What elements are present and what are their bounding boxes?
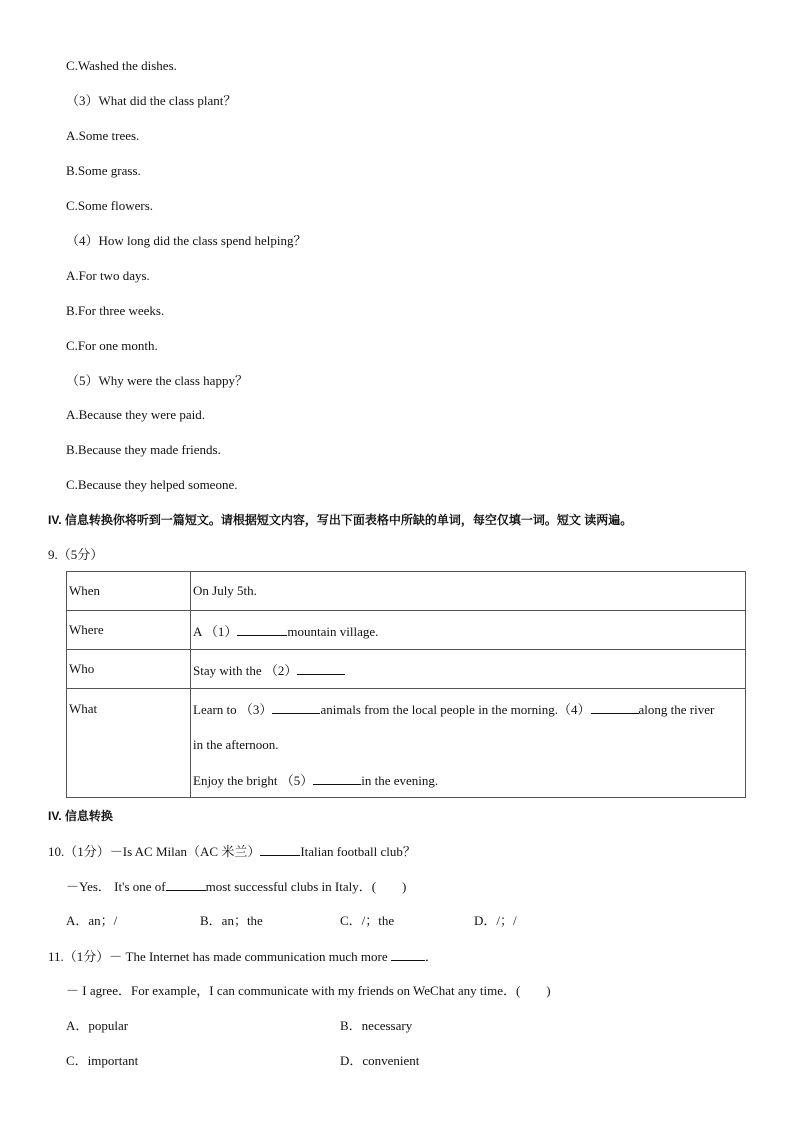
- table-row: [67, 572, 746, 611]
- option-c: C.Some flowers.: [66, 198, 154, 213]
- q11-option-b[interactable]: B．necessary: [340, 1018, 413, 1033]
- blank-1-prefix: A （1）: [193, 623, 238, 639]
- table-key: When: [67, 572, 191, 611]
- table-value: [191, 611, 746, 650]
- q11-option-a[interactable]: A．popular: [66, 1018, 129, 1033]
- option-b: B.Because they made friends.: [66, 442, 221, 457]
- what-line-2: in the afternoon.: [193, 737, 279, 752]
- table-row: [67, 689, 746, 798]
- blank-1-suffix: mountain village.: [287, 623, 379, 639]
- info-table: [66, 571, 746, 798]
- blank-2[interactable]: [297, 662, 345, 675]
- option-b: B.For three weeks.: [66, 303, 165, 318]
- option-a: A.Some trees.: [66, 128, 140, 143]
- q10-blank-2[interactable]: [166, 878, 206, 891]
- option-c-washed-dishes: C.Washed the dishes.: [66, 58, 177, 73]
- table-key: What: [67, 689, 191, 798]
- blank-3-suffix: animals from the local people in the morning.（4）: [320, 702, 591, 717]
- option-b: B.Some grass.: [66, 163, 141, 178]
- q10-option-c[interactable]: C．/；the: [340, 913, 395, 928]
- section-heading: IV. 信息转换你将听到一篇短文。请根据短文内容，写出下面表格中所缺的单词，每空仅填一词。短文 读两遍。: [48, 513, 633, 527]
- blank-5-suffix: in the evening.: [361, 773, 439, 788]
- table-key: Where: [67, 611, 191, 650]
- q11-option-d[interactable]: D．convenient: [340, 1053, 420, 1068]
- table-key: Who: [67, 650, 191, 689]
- q10-option-a[interactable]: A．an；/: [66, 913, 118, 928]
- question-8-4: （4）How long did the class spend helping？: [66, 233, 307, 248]
- blank-1[interactable]: [237, 623, 287, 636]
- section-heading-2: IV. 信息转换: [48, 809, 113, 823]
- blank-2-prefix: Stay with the （2）: [193, 662, 298, 678]
- question-11: 11.（1分）－ The Internet has made communication much more ．: [48, 949, 438, 964]
- blank-5[interactable]: [313, 772, 361, 785]
- q11-option-c[interactable]: C．important: [66, 1053, 139, 1068]
- question-8-5: （5）Why were the class happy？: [66, 373, 248, 388]
- q10-option-d[interactable]: D．/；/: [474, 913, 517, 928]
- table-value: On July 5th.: [191, 572, 746, 611]
- blank-5-prefix: Enjoy the bright （5）: [193, 773, 314, 788]
- table-value: [191, 689, 746, 798]
- question-9-label: 9.（5分）: [48, 547, 104, 562]
- table-row: [67, 650, 746, 689]
- question-11-answer: － I agree．For example，I can communicate with my friends on WeChat any time．( ): [66, 983, 551, 998]
- question-8-3: （3）What did the class plant？: [66, 93, 237, 108]
- q11-blank[interactable]: [391, 948, 425, 961]
- blank-3-prefix: Learn to （3）: [193, 702, 273, 717]
- option-a: A.Because they were paid.: [66, 407, 205, 422]
- table-value: [191, 650, 746, 689]
- table-row: [67, 611, 746, 650]
- blank-3[interactable]: [272, 701, 320, 714]
- blank-4[interactable]: [591, 701, 639, 714]
- blank-4-suffix: along the river: [638, 702, 715, 717]
- question-10: 10.（1分）－Is AC Milan（AC 米兰） Italian football club？: [48, 844, 416, 859]
- question-10-answer: －Yes． It's one of most successful clubs in Italy．( ): [66, 879, 407, 894]
- option-c: C.Because they helped someone.: [66, 477, 238, 492]
- q10-option-b[interactable]: B．an；the: [200, 913, 263, 928]
- option-c: C.For one month.: [66, 338, 158, 353]
- option-a: A.For two days.: [66, 268, 150, 283]
- q10-blank-1[interactable]: [260, 843, 300, 856]
